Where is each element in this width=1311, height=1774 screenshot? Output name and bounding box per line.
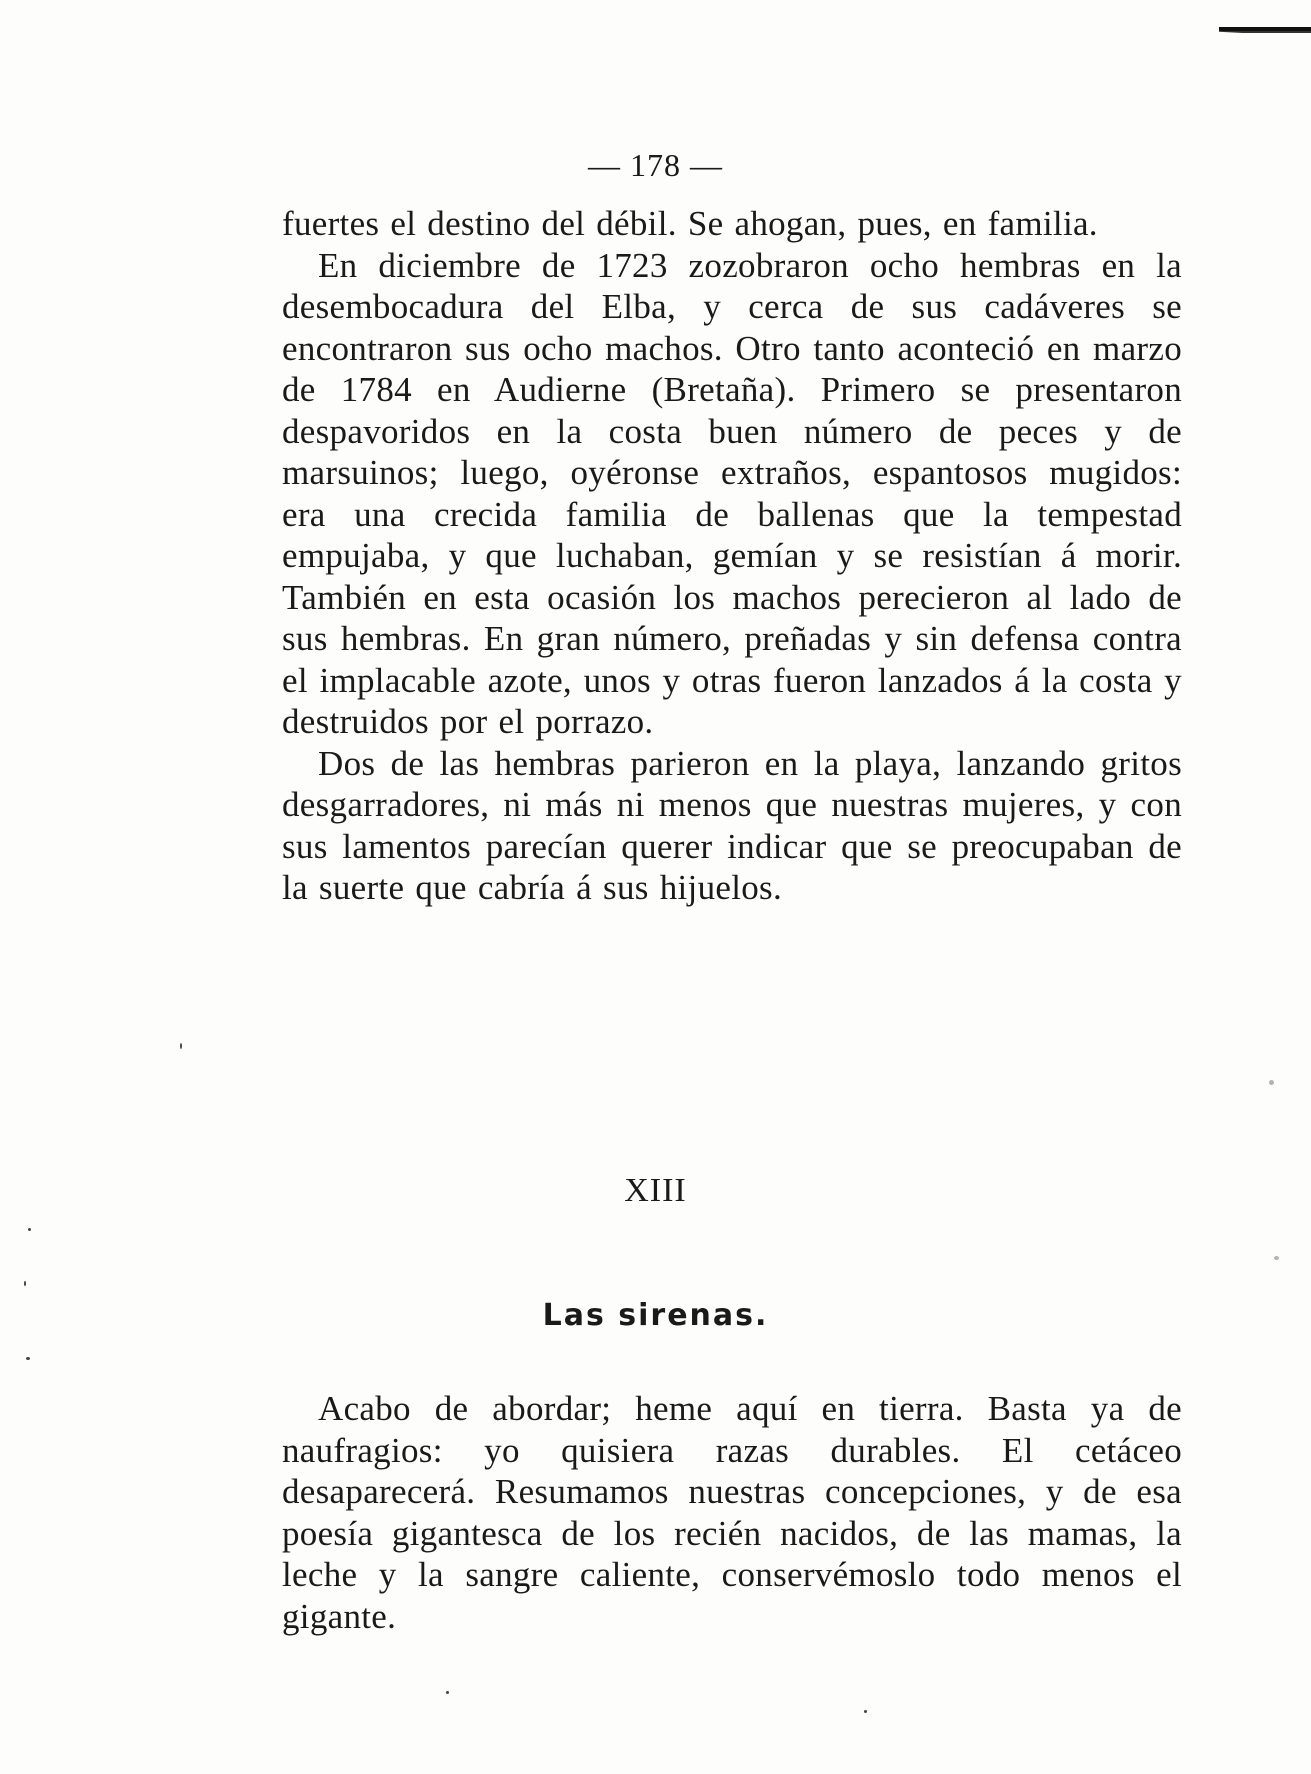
chapter-title: Las sirenas. [542, 1298, 769, 1333]
scan-speck [446, 1691, 449, 1694]
scan-speck [864, 1710, 867, 1713]
page-number: — 178 — [588, 147, 723, 183]
body-text-bottom [282, 1388, 1182, 1637]
scan-speck [24, 1281, 26, 1286]
scan-edge-mark [1219, 24, 1311, 38]
scan-speck [26, 1357, 30, 1360]
paragraph: fuertes el destino del débil. Se ahogan, pues, en familia. [282, 204, 1098, 243]
body-text-top [282, 203, 1182, 909]
chapter-number: XIII [624, 1172, 687, 1209]
scan-speck [180, 1043, 182, 1049]
paragraph: Dos de las hembras parieron en la playa, lanzando gritos desgarradores, ni más ni menos que nuestras mujeres, y con sus lamentos parecían querer indicar que se preocupaban de la suerte que cabría á sus hijuelos. [282, 743, 1182, 907]
scan-speck [28, 1228, 31, 1231]
paragraph: Acabo de abordar; heme aquí en tierra. Basta ya de naufragios: yo quisiera razas durables. El cetáceo desaparecerá. Resumamos nuestras concepciones, y de esa poesía gigantesca de los recién nacidos, de las mamas, la leche y la sangre caliente, conservémoslo todo menos el gigante. [282, 1389, 1182, 1636]
paragraph: En diciembre de 1723 zozobraron ocho hembras en la desembocadura del Elba, y cerca de sus cadáveres se encontraron sus ocho machos. Otro tanto aconteció en marzo de 1784 en Audierne (Bretaña). Primero se presentaron despavoridos en la costa buen número de peces y de marsuinos; luego, oyéronse extraños, espantosos mugidos: era una crecida familia de ballenas que la tempestad empujaba, y que luchaban, gemían y se resistían á morir. También en esta ocasión los machos perecieron al lado de sus hembras. En gran número, preñadas y sin defensa contra el implacable azote, unos y otras fueron lanzados á la costa y destruidos por el porrazo. [282, 245, 1182, 741]
scan-speck [1269, 1080, 1274, 1085]
scan-speck [1274, 1256, 1279, 1260]
